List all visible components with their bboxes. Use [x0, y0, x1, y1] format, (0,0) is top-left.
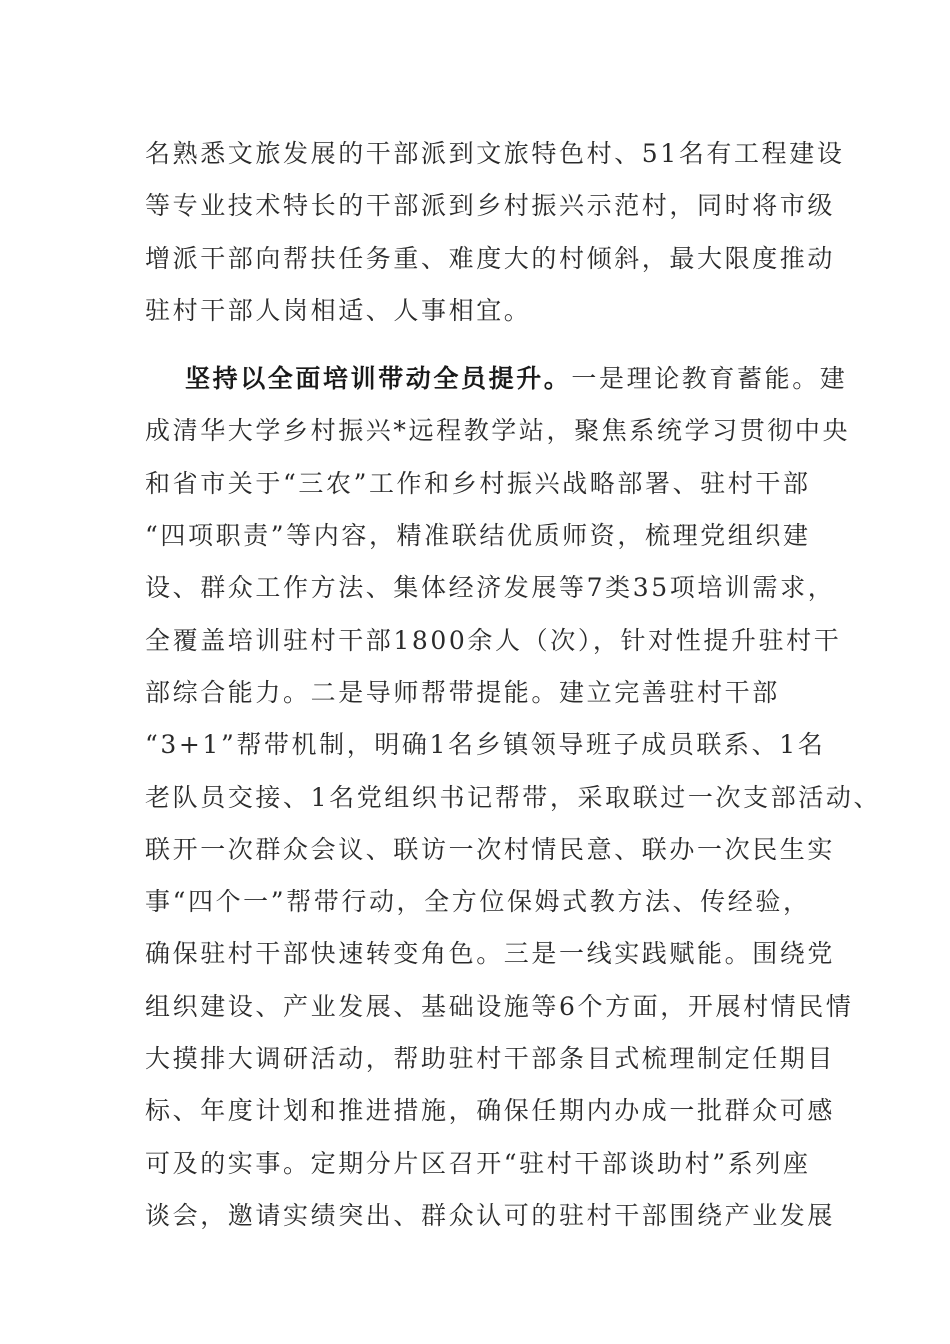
text-line: 和省市关于“三农”工作和乡村振兴战略部署、驻村干部 — [145, 468, 811, 498]
paragraph-first-line — [145, 353, 848, 405]
text-line: 名熟悉文旅发展的干部派到文旅特色村、51名有工程建设 — [145, 139, 845, 168]
text-line: 事“四个一”帮带行动，全方位保姆式教方法、传经验， — [145, 887, 811, 917]
text-line: 成清华大学乡村振兴*远程教学站，聚焦系统学习贯彻中央 — [145, 416, 851, 446]
text-line: 谈会，邀请实绩突出、群众认可的驻村干部围绕产业发展 — [145, 1200, 836, 1230]
text-line: 设、群众工作方法、集体经济发展等7类35项培训需求， — [145, 573, 836, 603]
text-line: 大摸排大调研活动，帮助驻村干部条目式梳理制定任期目 — [145, 1044, 836, 1074]
text-line: 组织建设、产业发展、基础设施等6个方面，开展村情民情 — [145, 991, 854, 1021]
text-line: 可及的实事。定期分片区召开“驻村干部谈助村”系列座 — [145, 1148, 811, 1178]
text-line: “3+1”帮带机制，明确1名乡镇领导班子成员联系、1名 — [145, 730, 826, 760]
section-heading: 坚持以全面培训带动全员提升。 — [185, 364, 572, 394]
text-line: 标、年度计划和推进措施，确保任期内办成一批群众可感 — [145, 1096, 836, 1126]
text-line: 老队员交接、1名党组织书记帮带，采取联过一次支部活动、 — [145, 782, 882, 812]
text-line: 确保驻村干部快速转变角色。三是一线实践赋能。围绕党 — [145, 939, 836, 969]
text-line: 驻村干部人岗相适、人事相宜。 — [145, 295, 532, 325]
text-line: 增派干部向帮扶任务重、难度大的村倾斜，最大限度推动 — [145, 243, 836, 273]
text-line: 部综合能力。二是导师帮带提能。建立完善驻村干部 — [145, 677, 780, 707]
text-line: 等专业技术特长的干部派到乡村振兴示范村，同时将市级 — [145, 191, 836, 221]
text-run: 一是理论教育蓄能。建 — [571, 364, 848, 394]
text-line: 全覆盖培训驻村干部1800余人（次），针对性提升驻村干 — [145, 625, 842, 655]
document-body — [145, 128, 882, 1242]
text-line: 联开一次群众会议、联访一次村情民意、联办一次民生实 — [145, 834, 836, 864]
text-line: “四项职责”等内容，精准联结优质师资，梳理党组织建 — [145, 521, 811, 551]
